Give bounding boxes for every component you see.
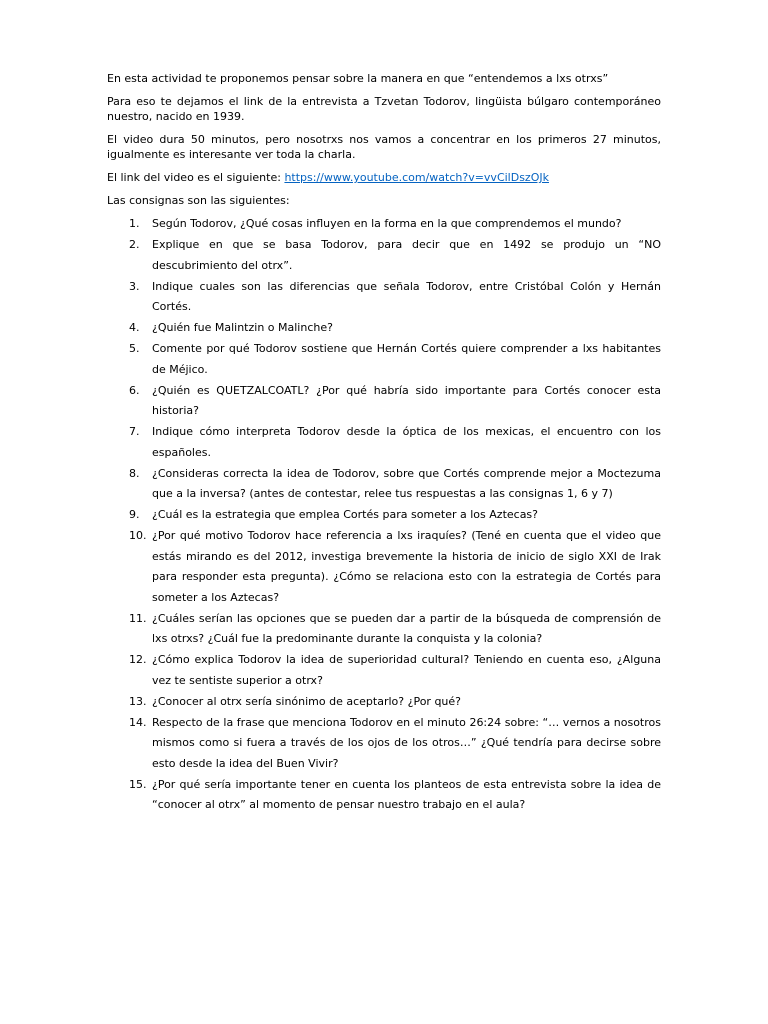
list-item xyxy=(107,422,661,463)
list-item xyxy=(107,464,661,505)
item-text: ¿Quién fue Malintzin o Malinche? xyxy=(152,321,333,334)
consignas-heading: Las consignas son las siguientes: xyxy=(107,194,290,207)
item-text: ¿Quién es QUETZALCOATL? ¿Por qué habría sido importante para Cortés conocer esta historia? xyxy=(152,383,661,417)
item-number: 15. xyxy=(129,777,147,791)
item-number: 13. xyxy=(129,694,147,708)
item-text: ¿Cuáles serían las opciones que se pueden dar a partir de la búsqueda de comprensión de lxs otrxs? ¿Cuál fue la predominante durante la conquista y la colonia? xyxy=(152,611,661,645)
duration-paragraph: El video dura 50 minutos, pero nosotrxs nos vamos a concentrar en los primeros 27 minutos, igualmente es interesante ver toda la charla. xyxy=(107,133,661,161)
consignas-list xyxy=(107,214,661,816)
item-text: ¿Conocer al otrx sería sinónimo de aceptarlo? ¿Por qué? xyxy=(152,694,461,708)
item-text: ¿Cuál es la estrategia que emplea Cortés para someter a los Aztecas? xyxy=(152,508,539,521)
video-link-paragraph xyxy=(107,170,661,185)
list-item xyxy=(107,318,661,339)
video-link[interactable]: https://www.youtube.com/watch?v=vvCilDszOJk xyxy=(284,171,549,184)
item-number: 7. xyxy=(129,425,140,438)
item-number: 5. xyxy=(129,342,140,355)
item-text: ¿Por qué motivo Todorov hace referencia a lxs iraquíes? (Tené en cuenta que el video que estás mirando es del 2012, investiga brevemente la historia de inicio de siglo XXI de Irak para responder esta pregunta). ¿Cómo se relaciona esto con la estrategia de Cortés para someter a los Aztecas? xyxy=(152,529,661,604)
list-item xyxy=(107,235,661,276)
item-text: Comente por qué Todorov sostiene que Hernán Cortés quiere comprender a lxs habitantes de Méjico. xyxy=(152,342,661,376)
video-link-label: El link del video es el siguiente: xyxy=(107,171,285,184)
item-text: ¿Por qué sería importante tener en cuenta los planteos de esta entrevista sobre la idea de “conocer al otrx” al momento de pensar nuestro trabajo en el aula? xyxy=(152,777,661,811)
list-item xyxy=(107,650,661,691)
item-number: 8. xyxy=(129,466,140,480)
item-text: ¿Consideras correcta la idea de Todorov, sobre que Cortés comprende mejor a Moctezuma que a la inversa? (antes de contestar, relee tus respuestas a las consignas 1, 6 y 7) xyxy=(152,466,661,500)
item-number: 6. xyxy=(129,383,140,397)
item-number: 10. xyxy=(129,529,147,542)
list-item xyxy=(107,214,661,235)
list-item xyxy=(107,713,661,775)
item-text: Indique cuales son las diferencias que señala Todorov, entre Cristóbal Colón y Hernán Cortés. xyxy=(152,279,661,313)
list-item xyxy=(107,775,661,816)
list-item xyxy=(107,609,661,650)
list-item xyxy=(107,277,661,318)
item-number: 9. xyxy=(129,508,140,521)
intro-paragraph: En esta actividad te proponemos pensar sobre la manera en que “entendemos a lxs otrxs” xyxy=(107,72,609,85)
list-item xyxy=(107,692,661,713)
item-text: Explique en que se basa Todorov, para decir que en 1492 se produjo un “NO descubrimiento del otrx”. xyxy=(152,238,661,272)
list-item xyxy=(107,526,661,608)
interview-paragraph: Para eso te dejamos el link de la entrevista a Tzvetan Todorov, lingüista búlgaro contemporáneo nuestro, nacido en 1939. xyxy=(107,95,661,123)
item-text: Según Todorov, ¿Qué cosas influyen en la forma en la que comprendemos el mundo? xyxy=(152,217,622,230)
item-number: 1. xyxy=(129,217,140,230)
list-item xyxy=(107,381,661,422)
item-number: 14. xyxy=(129,715,147,729)
item-number: 2. xyxy=(129,238,140,251)
item-number: 3. xyxy=(129,279,140,293)
item-text: Respecto de la frase que menciona Todorov en el minuto 26:24 sobre: “… vernos a nosotros mismos como si fuera a través de los ojos de los otros…” ¿Qué tendría para decirse sobre esto desde la idea del Buen Vivir? xyxy=(152,715,661,770)
item-text: Indique cómo interpreta Todorov desde la óptica de los mexicas, el encuentro con los españoles. xyxy=(152,425,661,459)
item-number: 4. xyxy=(129,321,140,334)
item-text: ¿Cómo explica Todorov la idea de superioridad cultural? Teniendo en cuenta eso, ¿Alguna vez te sentiste superior a otrx? xyxy=(152,653,661,687)
list-item xyxy=(107,339,661,380)
item-number: 11. xyxy=(129,611,147,625)
list-item xyxy=(107,505,661,526)
item-number: 12. xyxy=(129,653,147,666)
